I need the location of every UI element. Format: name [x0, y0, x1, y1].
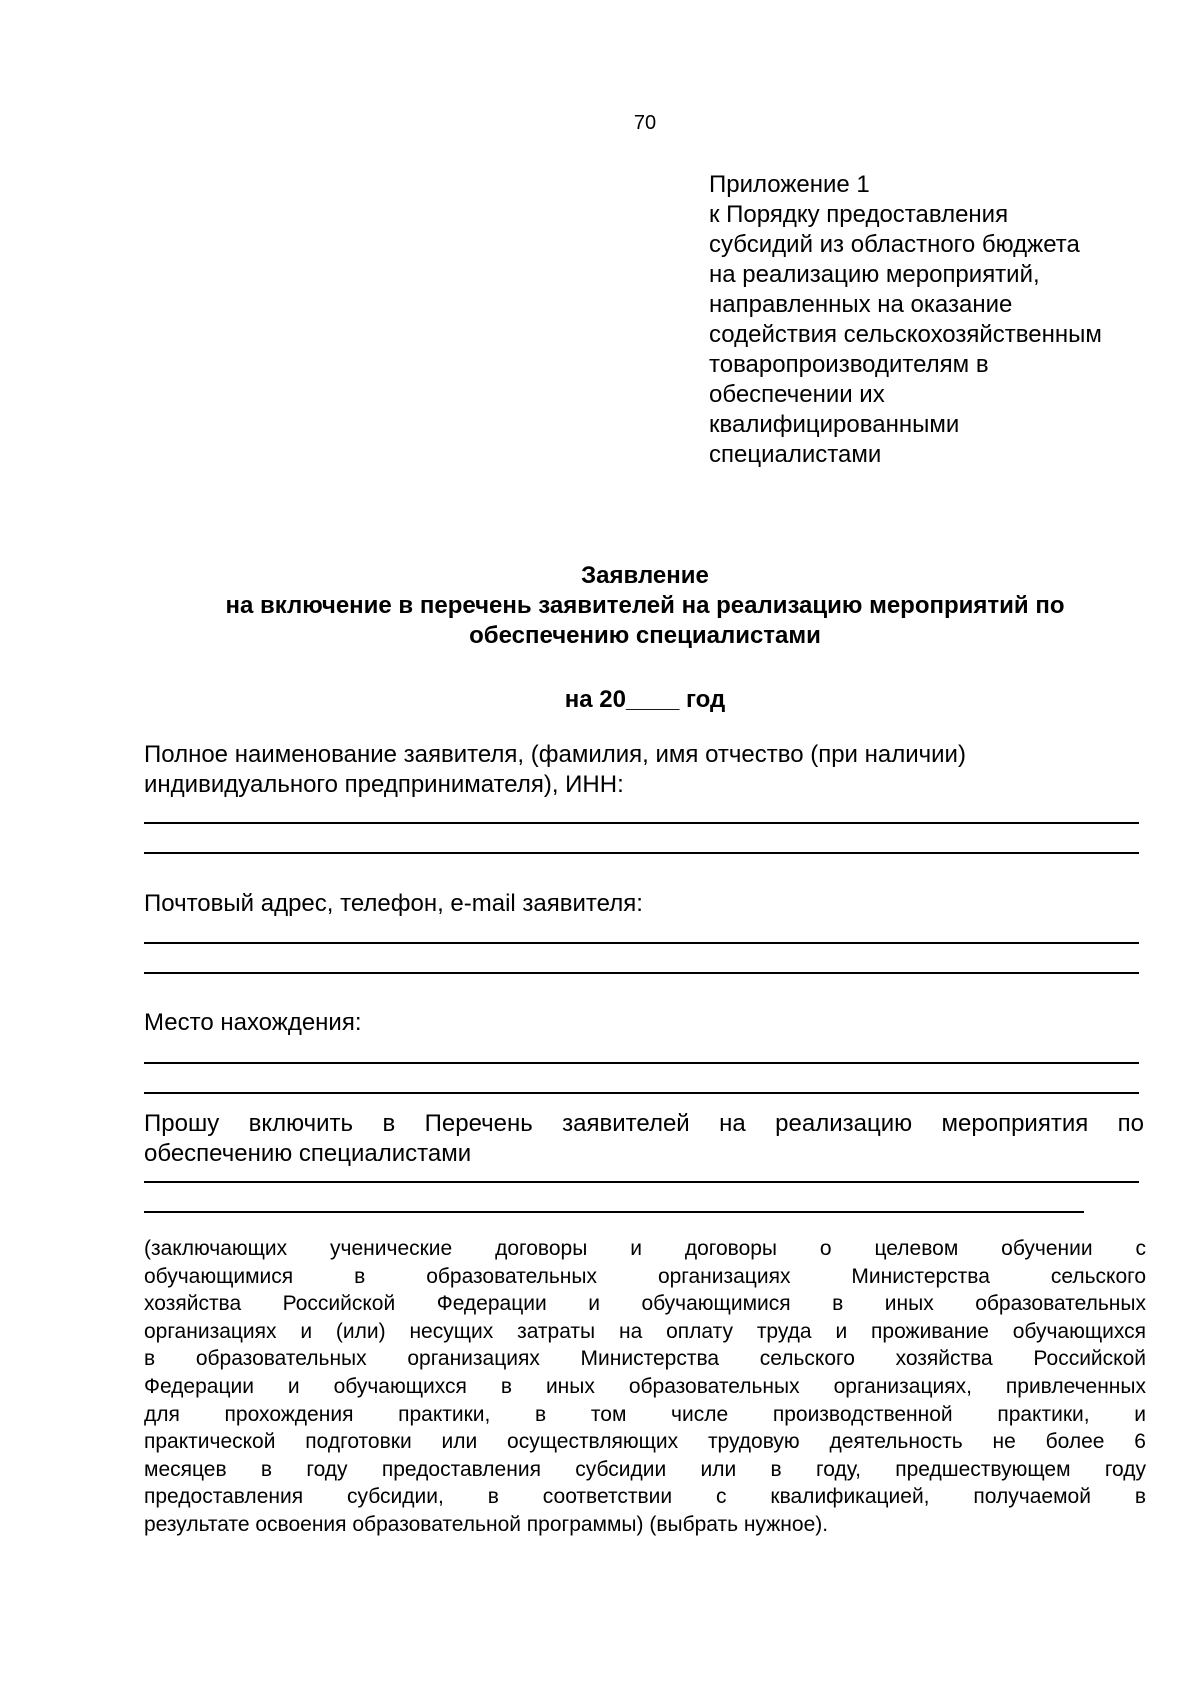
- appendix-line: субсидий из областного бюджета: [709, 231, 1080, 258]
- appendix-note: [709, 170, 1169, 470]
- note-line: результате освоения образовательной программы) (выбрать нужное).: [144, 1512, 829, 1536]
- location-fill-line[interactable]: [144, 1092, 1139, 1094]
- note-line: организациях и (или) несущих затраты на оплату труда и проживание обучающихся: [144, 1319, 1146, 1343]
- contacts-fill-line[interactable]: [144, 942, 1139, 944]
- note-line: в образовательных организациях Министерства сельского хозяйства Российской: [144, 1347, 1146, 1371]
- applicant-name-fill-line[interactable]: [144, 822, 1139, 824]
- document-title: [140, 561, 1150, 651]
- appendix-line: направленных на оказание: [709, 291, 1013, 318]
- note-line: практической подготовки или осуществляющих трудовую деятельность не более 6: [144, 1430, 1146, 1454]
- contacts-fill-line[interactable]: [144, 972, 1139, 974]
- appendix-line: товаропроизводителям в: [709, 351, 989, 378]
- appendix-line: содействия сельскохозяйственным: [709, 321, 1102, 348]
- appendix-line: Приложение 1: [709, 171, 870, 198]
- appendix-line: квалифицированными: [709, 411, 960, 438]
- location-fill-line[interactable]: [144, 1062, 1139, 1064]
- applicant-name-label-line: индивидуального предпринимателя), ИНН:: [144, 771, 624, 798]
- note-line: для прохождения практики, в том числе производственной практики, и: [144, 1402, 1146, 1426]
- page-number: 70: [633, 112, 657, 134]
- note-line: обучающимися в образовательных организациях Министерства сельского: [144, 1264, 1146, 1288]
- explanatory-note: [144, 1235, 1146, 1539]
- note-line: предоставления субсидии, в соответствии с квалификацией, получаемой в: [144, 1485, 1146, 1509]
- location-label: [144, 1008, 1144, 1038]
- request-fill-line[interactable]: [144, 1211, 1084, 1213]
- applicant-name-fill-line[interactable]: [144, 852, 1139, 854]
- title-subtitle-line: на включение в перечень заявителей на реализацию мероприятий по: [225, 592, 1065, 619]
- appendix-line: к Порядку предоставления: [709, 201, 1009, 228]
- applicant-name-label-line: Полное наименование заявителя, (фамилия, имя отчество (при наличии): [144, 741, 966, 768]
- note-line: хозяйства Российской Федерации и обучающимися в иных образовательных: [144, 1292, 1146, 1316]
- appendix-line: обеспечении их: [709, 381, 885, 408]
- applicant-name-label: [144, 740, 1144, 800]
- request-line: обеспечению специалистами: [144, 1140, 472, 1167]
- appendix-line: специалистами: [709, 441, 882, 468]
- request-text: [144, 1109, 1144, 1169]
- location-label-line: Место нахождения:: [144, 1009, 362, 1036]
- request-line: Прошу включить в Перечень заявителей на реализацию мероприятия по: [144, 1110, 1144, 1137]
- contacts-label: [144, 889, 1144, 919]
- appendix-line: на реализацию мероприятий,: [709, 261, 1040, 288]
- title-subtitle-line: обеспечению специалистами: [469, 622, 821, 649]
- title-heading: Заявление: [581, 562, 709, 589]
- contacts-label-line: Почтовый адрес, телефон, e-mail заявителя:: [144, 890, 643, 917]
- note-line: месяцев в году предоставления субсидии или в году, предшествующем году: [144, 1457, 1146, 1481]
- year-line: на 20____ год: [564, 686, 726, 713]
- request-fill-line[interactable]: [144, 1181, 1139, 1183]
- note-line: (заключающих ученические договоры и договоры о целевом обучении с: [144, 1237, 1146, 1260]
- note-line: Федерации и обучающихся в иных образовательных организациях, привлеченных: [144, 1374, 1146, 1398]
